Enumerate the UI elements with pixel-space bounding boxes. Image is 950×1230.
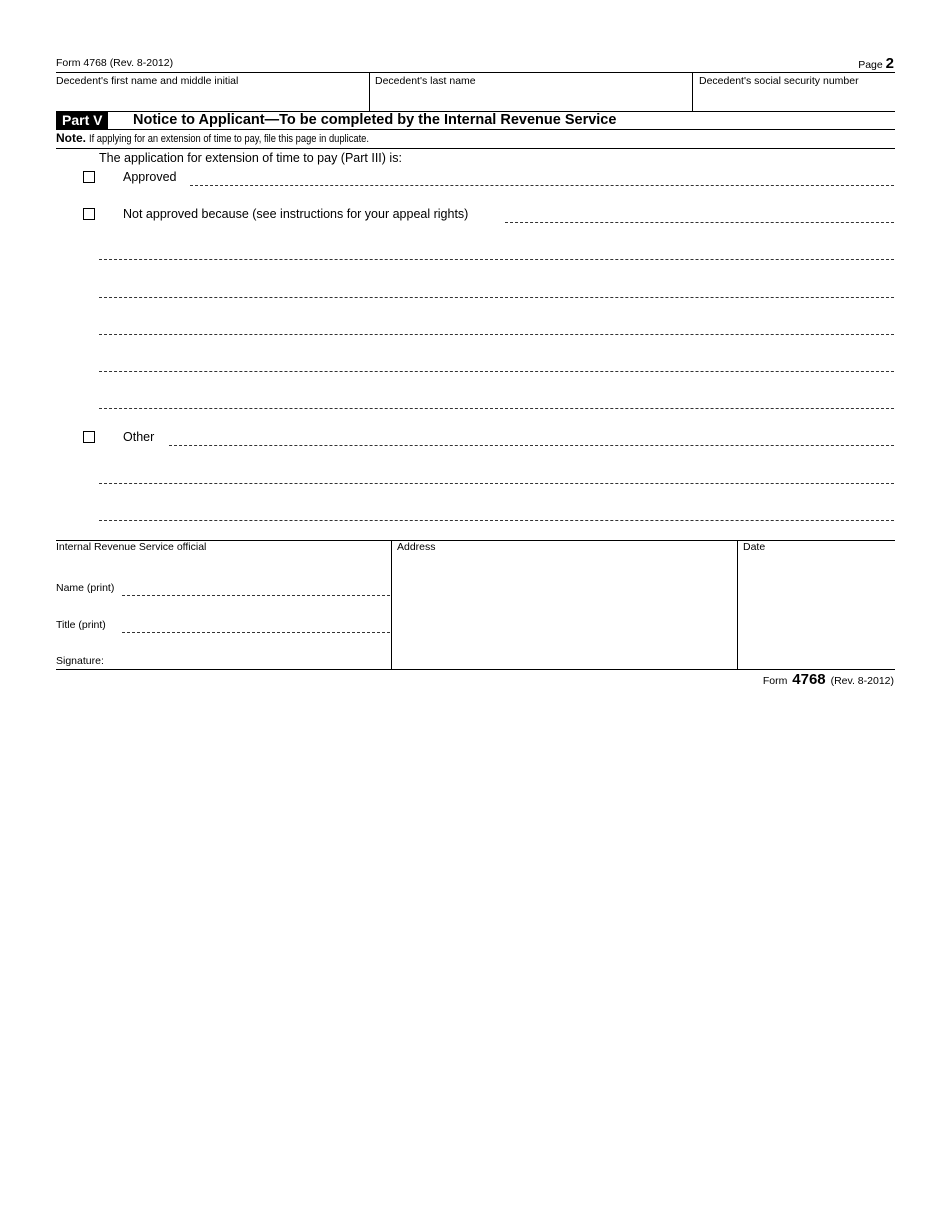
approved-line[interactable] (190, 185, 894, 186)
note-text: If applying for an extension of time to pay, file this page in duplicate. (89, 133, 370, 145)
header-rule (56, 72, 895, 73)
page-label: Page (858, 59, 883, 71)
signature-field[interactable] (110, 650, 388, 668)
other-checkbox[interactable] (83, 431, 95, 443)
not-approved-checkbox[interactable] (83, 208, 95, 220)
divider (737, 540, 738, 670)
date-label: Date (743, 541, 766, 553)
intro-text: The application for extension of time to pay (Part III) is: (99, 151, 402, 165)
divider (692, 73, 693, 111)
form-revision: Form 4768 (Rev. 8-2012) (56, 57, 174, 69)
part-title: Notice to Applicant—To be completed by the Internal Revenue Service (133, 112, 617, 128)
official-rule-bottom (56, 669, 895, 670)
divider (391, 540, 392, 670)
page-indicator (858, 55, 894, 72)
title-print-line[interactable] (122, 632, 390, 633)
footer-form-word: Form (762, 675, 788, 687)
address-label: Address (397, 541, 436, 553)
decedent-ssn-field[interactable] (694, 89, 894, 109)
name-print-line[interactable] (122, 595, 390, 596)
footer-form-id (763, 671, 894, 688)
decedent-ssn-label: Decedent's social security number (699, 75, 859, 87)
name-print-label: Name (print) (56, 582, 115, 594)
other-label: Other (123, 430, 155, 444)
decedent-first-name-field[interactable] (56, 89, 368, 109)
signature-label: Signature: (56, 655, 104, 667)
not-approved-reason-line[interactable] (99, 297, 894, 298)
not-approved-label: Not approved because (see instructions for your appeal rights) (123, 207, 469, 221)
part-rule-bottom (56, 129, 895, 130)
decedent-last-name-field[interactable] (371, 89, 691, 109)
other-line[interactable] (169, 445, 894, 446)
not-approved-reason-line[interactable] (99, 408, 894, 409)
other-reason-line[interactable] (99, 520, 894, 521)
address-field[interactable] (395, 556, 733, 666)
note (56, 131, 418, 145)
date-field[interactable] (741, 556, 891, 666)
decedent-first-name-label: Decedent's first name and middle initial (56, 75, 239, 87)
not-approved-line[interactable] (505, 222, 894, 223)
title-print-label: Title (print) (56, 619, 106, 631)
other-reason-line[interactable] (99, 483, 894, 484)
footer-form-number: 4768 (792, 671, 826, 688)
not-approved-reason-line[interactable] (99, 334, 894, 335)
approved-checkbox[interactable] (83, 171, 95, 183)
note-rule (56, 148, 895, 149)
divider (369, 73, 370, 111)
decedent-last-name-label: Decedent's last name (375, 75, 476, 87)
not-approved-reason-line[interactable] (99, 371, 894, 372)
not-approved-reason-line[interactable] (99, 259, 894, 260)
approved-label: Approved (123, 170, 177, 184)
note-label: Note. (56, 131, 86, 145)
page-number: 2 (885, 55, 894, 72)
part-badge: Part V (56, 112, 108, 129)
footer-rev: (Rev. 8-2012) (830, 675, 894, 687)
official-section-label: Internal Revenue Service official (56, 541, 207, 553)
